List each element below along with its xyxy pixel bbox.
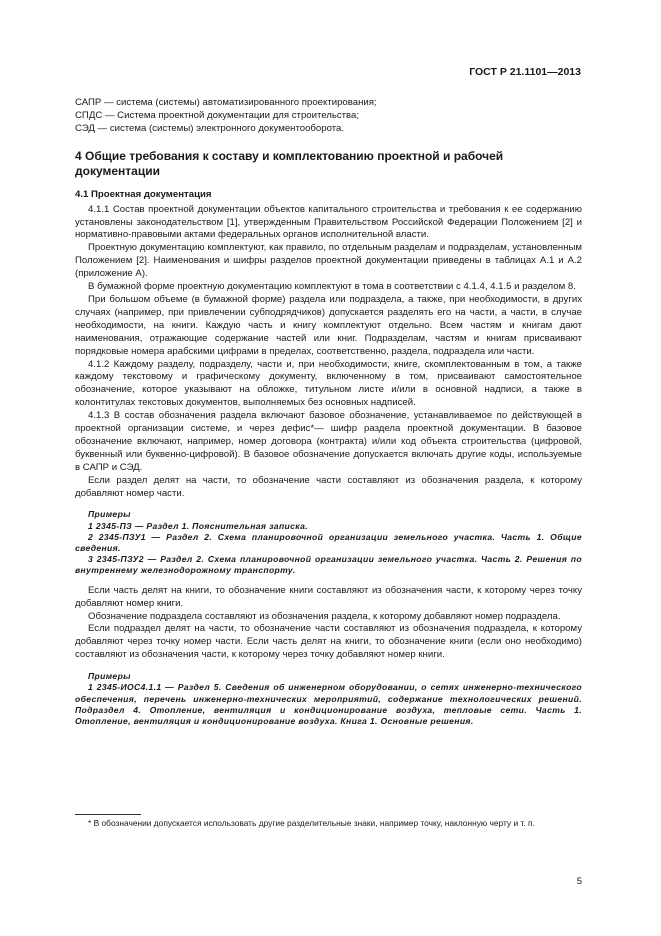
abbreviation-item: САПР — система (системы) автоматизированного проектирования; bbox=[75, 97, 377, 108]
paragraph: Если часть делят на книги, то обозначение книги составляют из обозначения части, к которому через точку добавляют номер книги. bbox=[75, 584, 582, 609]
paragraph: 4.1.3 В состав обозначения раздела включают базовое обозначение, устанавливаемое по действующей в проектной организации системе, и через дефис*— шифр раздела проектной документации. В базовое обозначение включают, например, номер договора (контракта) и/или код объекта строительства (цифровой, буквенный или буквенно-цифровой). В базовое обозначение допускается включать другие коды, используемые в САПР и СЭД. bbox=[75, 410, 582, 473]
example-item: 1 2345-ИОС4.1.1 — Раздел 5. Сведения об инженерном оборудовании, о сетях инженерно-технического обеспечения, перечень инженерно-технических мероприятий, содержание технологических решений. Подраздел 4. Отопление, вентиляция и кондиционирование воздуха, тепловые сети. Часть 1. Отопление, вентиляция и кондиционирование воздуха. Книга 1. Основные решения. bbox=[75, 682, 582, 726]
examples-block bbox=[75, 509, 582, 576]
examples-title: Примеры bbox=[88, 671, 131, 682]
document-header: ГОСТ Р 21.1101—2013 bbox=[469, 66, 581, 78]
abbreviation-item: СЭД — система (системы) электронного документооборота. bbox=[75, 122, 345, 134]
example-item: 1 2345-ПЗ — Раздел 1. Пояснительная записка. bbox=[88, 520, 308, 531]
abbreviation-item: СПДС — Система проектной документации для строительства; bbox=[75, 109, 360, 121]
footnote-text: * В обозначении допускается использовать другие разделительные знаки, например точку, наклонную черту и т. п. bbox=[88, 818, 535, 828]
page-number: 5 bbox=[576, 876, 582, 887]
example-item: 3 2345-ПЗУ2 — Раздел 2. Схема планировочной организации земельного участка. Часть 2. Решения по внутреннему железнодорожному транспорту. bbox=[75, 554, 582, 576]
examples-title: Примеры bbox=[88, 509, 131, 520]
paragraph: Проектную документацию комплектуют, как правило, по отдельным разделам и подразделам, установленным Положением [2]. Наименования и шифры разделов проектной документации приведены в таблицах А.1 и А.2 (приложение А). bbox=[75, 242, 582, 280]
paragraph: Если подраздел делят на части, то обозначение части составляют из обозначения подраздела, к которому добавляют через точку номер части. Если часть делят на книги, то обозначение книги (если оно необходимо) составляют из обозначения части, к которому через точку добавляют номер книги. bbox=[75, 623, 582, 661]
footnote bbox=[75, 817, 582, 829]
examples-block bbox=[75, 671, 582, 727]
paragraph: Если раздел делят на части, то обозначение части составляют из обозначения раздела, к которому добавляют номер части. bbox=[75, 474, 582, 499]
example-item: 2 2345-ПЗУ1 — Раздел 2. Схема планировочной организации земельного участка. Часть 1. Общие сведения. bbox=[75, 531, 582, 554]
paragraph: В бумажной форме проектную документацию комплектуют в тома в соответствии с 4.1.4, 4.1.5 и разделом 8. bbox=[88, 281, 576, 293]
section-4-heading: 4 Общие требования к составу и комплектованию проектной и рабочей документации bbox=[75, 148, 504, 178]
section-4-1-heading: 4.1 Проектная документация bbox=[75, 188, 212, 200]
paragraph: 4.1.2 Каждому разделу, подразделу, части и, при необходимости, книге, скомплектованным в том, а также каждому текстовому и графическому документу, включенному в том, присваивают самостоятельное обозначение, которое указывают на обложке, титульном листе и/или в основной надписи, а также в колонтитулах текстовых документов, выполняемых без основных надписей. bbox=[75, 358, 582, 409]
paragraph: Обозначение подраздела составляют из обозначения раздела, к которому добавляют номер подраздела. bbox=[88, 610, 561, 622]
footnote-separator bbox=[75, 814, 141, 815]
paragraph: 4.1.1 Состав проектной документации объектов капитального строительства и требования к ее содержанию установлены законодательством [1], утвержденным Правительством Российской Федерации Положением [2] и нормативно-правовыми актами федеральных органов исполнительной власти. bbox=[75, 203, 582, 241]
main-content bbox=[75, 97, 582, 735]
paragraph: При большом объеме (в бумажной форме) раздела или подраздела, а также, при необходимости, в других случаях (например, при привлечении субподрядчиков) допускается разделять его на части, а части, в случае необходимости, на книги. Каждую часть и книгу комплектуют отдельно. Всем частям и книгам дают наименования, отражающие содержание частей или книг. Подразделам, частям и книгам присваивают порядковые номера арабскими цифрами в пределах, соответственно, раздела, подраздела или части. bbox=[75, 293, 582, 357]
abbreviation-list bbox=[75, 97, 582, 136]
